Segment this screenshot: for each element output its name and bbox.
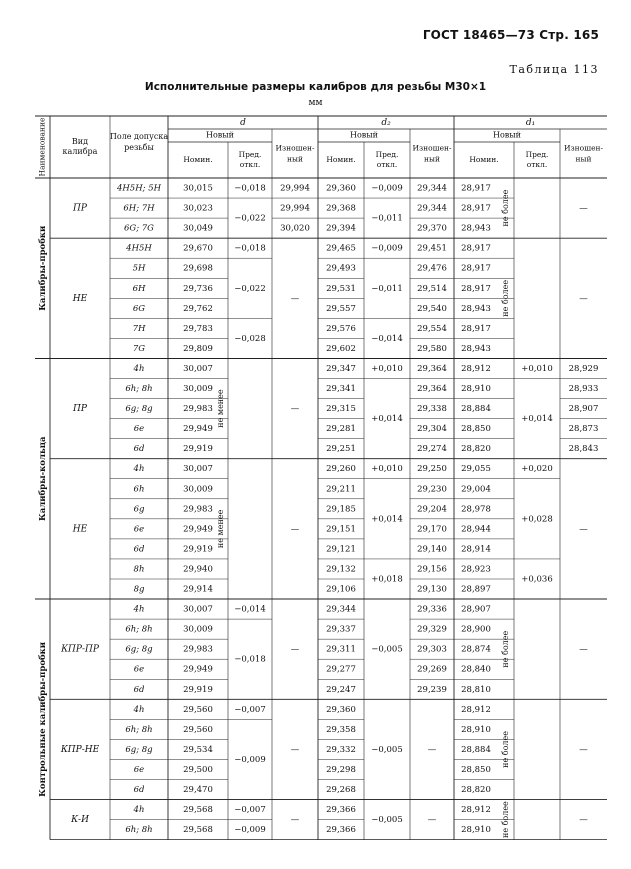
d2-dev-cell: +0,010 xyxy=(371,464,403,475)
ne-bolee-note: не более xyxy=(501,189,510,227)
d-nomin-cell: 29,762 xyxy=(183,303,213,314)
d2-worn-cell: 29,554 xyxy=(417,323,447,334)
tolerance-cell: 4h xyxy=(133,464,145,475)
d2-dev-cell: +0,014 xyxy=(371,514,403,525)
d2-nomin-cell: 29,185 xyxy=(326,504,356,515)
d2-worn-cell: 29,204 xyxy=(417,504,447,515)
d2-nomin-cell: 29,268 xyxy=(326,785,356,796)
tolerance-cell: 6d xyxy=(133,444,145,455)
d1-nomin-cell: 28,850 xyxy=(461,764,491,775)
d2-worn-cell: 29,156 xyxy=(417,564,447,575)
kind-label: К-И xyxy=(71,815,89,826)
d2-nomin-cell: 29,315 xyxy=(326,404,356,415)
d2-worn-cell: 29,170 xyxy=(417,524,447,535)
d2-nomin-cell: 29,366 xyxy=(326,825,356,836)
d2-nomin-cell: 29,341 xyxy=(326,384,356,395)
d-nomin-cell: 30,007 xyxy=(183,604,213,615)
d2-nomin-cell: 29,121 xyxy=(326,544,356,555)
group-label: Калибры-пробки xyxy=(38,225,48,311)
header-d1: d₁ xyxy=(525,118,536,128)
d2-worn-cell: — xyxy=(427,744,437,755)
d-nomin-cell: 29,983 xyxy=(183,504,213,515)
header-pred: Пред. xyxy=(238,150,262,159)
kind-label: ПР xyxy=(73,404,87,415)
d1-nomin-cell: 28,917 xyxy=(461,263,491,274)
header-pole: Поле допуска xyxy=(109,132,169,141)
d2-nomin-cell: 29,576 xyxy=(326,323,356,334)
kind-label: НЕ xyxy=(72,524,88,535)
header-iznosh: Изношен- xyxy=(275,143,315,153)
d2-nomin-cell: 29,358 xyxy=(326,724,356,735)
d1-nomin-cell: 28,978 xyxy=(461,504,491,515)
tolerance-cell: 8g xyxy=(133,584,145,595)
d2-nomin-cell: 29,337 xyxy=(326,624,356,635)
d1-nomin-cell: 28,897 xyxy=(461,584,491,595)
table-caption: Исполнительные размеры калибров для резьбы M30×1 xyxy=(144,81,487,93)
d2-dev-cell: +0,014 xyxy=(371,414,403,425)
d2-dev-cell: −0,005 xyxy=(371,644,403,655)
d2-worn-cell: 29,338 xyxy=(417,404,447,415)
d-worn-cell: 29,994 xyxy=(280,203,310,214)
d2-worn-cell: 29,364 xyxy=(417,363,447,374)
tolerance-cell: 7G xyxy=(132,343,146,354)
d-worn-cell: — xyxy=(290,524,300,535)
d1-worn-cell: 28,933 xyxy=(568,384,599,395)
d1-worn-cell: 28,929 xyxy=(568,363,599,374)
d2-worn-cell: 29,370 xyxy=(417,223,447,234)
tolerance-cell: 4h xyxy=(133,704,145,715)
group-label: Контрольные калибры-пробки xyxy=(38,641,48,797)
d1-nomin-cell: 28,820 xyxy=(461,785,491,796)
d2-worn-cell: 29,303 xyxy=(417,644,447,655)
d2-nomin-cell: 29,531 xyxy=(326,283,356,294)
header-iznosh: ный xyxy=(424,154,440,164)
d1-dev-cell: +0,028 xyxy=(521,514,553,525)
d2-nomin-cell: 29,211 xyxy=(326,484,356,495)
tolerance-cell: 6e xyxy=(133,664,145,675)
d1-dev-cell: +0,020 xyxy=(521,464,553,475)
d2-worn-cell: 29,239 xyxy=(417,684,447,695)
d2-dev-cell: −0,009 xyxy=(371,183,403,194)
d1-worn-cell: 28,843 xyxy=(568,444,599,455)
d2-nomin-cell: 29,465 xyxy=(326,243,356,254)
ne-bolee-note: не более xyxy=(501,630,510,668)
d-worn-cell: 30,020 xyxy=(280,223,310,234)
tolerance-cell: 6G xyxy=(132,303,146,314)
d-nomin-cell: 29,949 xyxy=(183,524,213,535)
d-nomin-cell: 30,007 xyxy=(183,464,213,475)
tolerance-cell: 6g; 8g xyxy=(125,744,153,755)
d-dev-cell: −0,009 xyxy=(234,825,266,836)
header-iznosh: Изношен- xyxy=(412,143,452,153)
tolerance-cell: 4H5H; 5H xyxy=(116,183,162,194)
tolerance-cell: 6h; 8h xyxy=(125,624,153,635)
d2-dev-cell: −0,005 xyxy=(371,744,403,755)
d1-worn-cell: — xyxy=(579,644,588,655)
d2-worn-cell: — xyxy=(427,815,437,826)
d-nomin-cell: 29,949 xyxy=(183,664,213,675)
tolerance-cell: 7H xyxy=(132,323,146,334)
d-nomin-cell: 30,015 xyxy=(183,183,213,194)
d1-nomin-cell: 28,884 xyxy=(461,744,491,755)
d2-worn-cell: 29,344 xyxy=(417,183,447,194)
d2-dev-cell: −0,009 xyxy=(371,243,403,254)
d1-dev-cell: +0,014 xyxy=(521,414,553,425)
unit-label: мм xyxy=(308,98,323,108)
d2-dev-cell: −0,005 xyxy=(371,815,403,826)
header-d: d xyxy=(240,118,246,128)
d-nomin-cell: 30,009 xyxy=(183,384,213,395)
d-nomin-cell: 29,560 xyxy=(183,704,213,715)
ne-menee-note: не менее xyxy=(216,389,225,428)
d1-nomin-cell: 28,917 xyxy=(461,183,491,194)
d1-worn-cell: — xyxy=(579,203,588,214)
tolerance-cell: 6g; 8g xyxy=(125,644,153,655)
d-nomin-cell: 29,736 xyxy=(183,283,213,294)
d1-worn-cell: 28,907 xyxy=(568,404,599,415)
d2-dev-cell: +0,010 xyxy=(371,363,403,374)
d1-nomin-cell: 28,912 xyxy=(461,363,491,374)
d-nomin-cell: 29,809 xyxy=(183,343,213,354)
d-nomin-cell: 30,009 xyxy=(183,484,213,495)
d2-dev-cell: +0,018 xyxy=(371,574,403,585)
d2-worn-cell: 29,269 xyxy=(417,664,447,675)
d1-nomin-cell: 28,884 xyxy=(461,404,491,415)
d-worn-cell: — xyxy=(290,293,300,304)
d1-worn-cell: 28,873 xyxy=(568,424,599,435)
d1-worn-cell: — xyxy=(579,524,588,535)
d-dev-cell: −0,007 xyxy=(234,805,266,816)
d2-worn-cell: 29,451 xyxy=(417,243,447,254)
d-worn-cell: — xyxy=(290,404,300,415)
d1-dev-cell: +0,036 xyxy=(521,574,553,585)
tolerance-cell: 6e xyxy=(133,424,145,435)
d1-nomin-cell: 28,810 xyxy=(461,684,491,695)
d2-worn-cell: 29,274 xyxy=(417,444,447,455)
d2-dev-cell: −0,014 xyxy=(371,333,403,344)
d2-worn-cell: 29,364 xyxy=(417,384,447,395)
d-nomin-cell: 29,983 xyxy=(183,404,213,415)
tolerance-cell: 4h xyxy=(133,363,145,374)
d2-nomin-cell: 29,247 xyxy=(326,684,356,695)
d-nomin-cell: 29,949 xyxy=(183,424,213,435)
d1-nomin-cell: 28,912 xyxy=(461,805,491,816)
d1-nomin-cell: 28,840 xyxy=(461,664,491,675)
tolerance-cell: 4H5H xyxy=(126,243,152,254)
tolerance-cell: 6d xyxy=(133,684,145,695)
tolerance-cell: 6e xyxy=(133,764,145,775)
d-dev-cell: −0,022 xyxy=(234,213,266,224)
d1-nomin-cell: 28,850 xyxy=(461,424,491,435)
tolerance-cell: 6h xyxy=(133,484,145,495)
header-d2: d₂ xyxy=(381,118,391,128)
d2-dev-cell: −0,011 xyxy=(371,213,403,224)
d2-nomin-cell: 29,344 xyxy=(326,604,356,615)
header-pred: откл. xyxy=(376,160,398,169)
d1-nomin-cell: 28,943 xyxy=(461,343,491,354)
d1-nomin-cell: 28,820 xyxy=(461,444,491,455)
d2-worn-cell: 29,130 xyxy=(417,584,447,595)
d1-nomin-cell: 28,923 xyxy=(461,564,491,575)
d1-nomin-cell: 28,910 xyxy=(461,724,491,735)
header-iznosh: ный xyxy=(287,154,303,164)
d-nomin-cell: 29,534 xyxy=(183,744,213,755)
d-worn-cell: — xyxy=(290,744,300,755)
tolerance-cell: 6h; 8h xyxy=(125,724,153,735)
d-nomin-cell: 29,568 xyxy=(183,805,213,816)
header-naimenovanie: Наименование xyxy=(37,117,47,177)
d2-nomin-cell: 29,311 xyxy=(326,644,356,655)
d1-nomin-cell: 28,943 xyxy=(461,223,491,234)
d2-worn-cell: 29,304 xyxy=(417,424,447,435)
d1-nomin-cell: 28,917 xyxy=(461,243,491,254)
header-pred: Пред. xyxy=(525,150,549,159)
d-nomin-cell: 29,919 xyxy=(183,444,213,455)
kind-label: ПР xyxy=(73,203,87,214)
d1-nomin-cell: 28,910 xyxy=(461,825,491,836)
kind-label: КПР-ПР xyxy=(61,644,99,655)
d1-nomin-cell: 28,917 xyxy=(461,203,491,214)
d-nomin-cell: 30,007 xyxy=(183,363,213,374)
d-nomin-cell: 29,568 xyxy=(183,825,213,836)
d2-worn-cell: 29,329 xyxy=(417,624,447,635)
d-dev-cell: −0,018 xyxy=(234,183,266,194)
d1-nomin-cell: 28,944 xyxy=(461,524,491,535)
d-dev-cell: −0,007 xyxy=(234,704,266,715)
d2-nomin-cell: 29,394 xyxy=(326,223,356,234)
d-nomin-cell: 29,560 xyxy=(183,724,213,735)
d2-nomin-cell: 29,366 xyxy=(326,805,356,816)
header-nomin: Номин. xyxy=(183,155,213,164)
d2-worn-cell: 29,540 xyxy=(417,303,447,314)
tolerance-cell: 6h; 8h xyxy=(125,384,153,395)
d2-worn-cell: 29,230 xyxy=(417,484,447,495)
d-nomin-cell: 29,983 xyxy=(183,644,213,655)
header-iznosh: Изношен- xyxy=(563,143,604,153)
d-nomin-cell: 30,009 xyxy=(183,624,213,635)
page-header: ГОСТ 18465—73 Стр. 165 xyxy=(422,28,599,42)
d2-nomin-cell: 29,347 xyxy=(326,363,356,374)
d2-nomin-cell: 29,281 xyxy=(326,424,356,435)
d2-nomin-cell: 29,106 xyxy=(326,584,356,595)
kind-label: НЕ xyxy=(72,293,88,304)
tolerance-cell: 6G; 7G xyxy=(124,223,154,234)
ne-bolee-note: не более xyxy=(501,279,510,317)
d1-nomin-cell: 28,912 xyxy=(461,704,491,715)
group-label: Калибры-кольца xyxy=(38,436,48,522)
d-nomin-cell: 29,500 xyxy=(183,764,213,775)
header-nomin: Номин. xyxy=(326,155,356,164)
d2-nomin-cell: 29,277 xyxy=(326,664,356,675)
ne-bolee-note: не более xyxy=(501,801,510,838)
header-iznosh: ный xyxy=(575,154,592,164)
d2-nomin-cell: 29,132 xyxy=(326,564,356,575)
d2-nomin-cell: 29,493 xyxy=(326,263,356,274)
header-novyi: Новый xyxy=(493,130,521,140)
d2-nomin-cell: 29,368 xyxy=(326,203,356,214)
d2-nomin-cell: 29,260 xyxy=(326,464,356,475)
header-pred: откл. xyxy=(526,160,548,169)
d-nomin-cell: 29,919 xyxy=(183,544,213,555)
d1-nomin-cell: 28,910 xyxy=(461,384,491,395)
d1-nomin-cell: 28,900 xyxy=(461,624,491,635)
header-novyi: Новый xyxy=(206,130,234,140)
d1-nomin-cell: 28,914 xyxy=(461,544,491,555)
d2-worn-cell: 29,476 xyxy=(417,263,447,274)
tolerance-cell: 6H; 7H xyxy=(123,203,155,214)
d2-worn-cell: 29,514 xyxy=(417,283,447,294)
ne-menee-note: не менее xyxy=(216,509,225,549)
tolerance-cell: 4h xyxy=(133,805,145,816)
d-dev-cell: −0,022 xyxy=(234,283,266,294)
d1-nomin-cell: 28,917 xyxy=(461,283,491,294)
d-dev-cell: −0,018 xyxy=(234,654,266,665)
d-dev-cell: −0,028 xyxy=(234,333,266,344)
header-vid: Вид xyxy=(71,137,89,146)
d-dev-cell: −0,018 xyxy=(234,243,266,254)
d-nomin-cell: 29,914 xyxy=(183,584,213,595)
d-nomin-cell: 29,670 xyxy=(183,243,213,254)
d-nomin-cell: 29,783 xyxy=(183,323,213,334)
d2-dev-cell: −0,011 xyxy=(371,283,403,294)
ne-bolee-note: не более xyxy=(501,731,510,768)
tolerance-cell: 5H xyxy=(132,263,146,274)
d1-dev-cell: +0,010 xyxy=(521,363,553,374)
header-vid: калибра xyxy=(62,147,98,156)
d-nomin-cell: 29,698 xyxy=(183,263,213,274)
tolerance-cell: 6g xyxy=(133,504,145,515)
d2-worn-cell: 29,580 xyxy=(417,343,447,354)
header-pole: резьбы xyxy=(124,143,154,152)
header-novyi: Новый xyxy=(350,130,378,140)
d2-nomin-cell: 29,251 xyxy=(326,444,356,455)
d2-worn-cell: 29,344 xyxy=(417,203,447,214)
d-nomin-cell: 29,919 xyxy=(183,684,213,695)
d2-worn-cell: 29,336 xyxy=(417,604,447,615)
tolerance-cell: 6e xyxy=(133,524,145,535)
d2-nomin-cell: 29,557 xyxy=(326,303,356,314)
d-nomin-cell: 30,049 xyxy=(183,223,213,234)
d-nomin-cell: 29,470 xyxy=(183,785,213,796)
tolerance-cell: 6h; 8h xyxy=(125,825,153,836)
d2-nomin-cell: 29,360 xyxy=(326,183,356,194)
d-dev-cell: −0,009 xyxy=(234,754,266,765)
d-nomin-cell: 29,940 xyxy=(183,564,213,575)
d2-nomin-cell: 29,332 xyxy=(326,744,356,755)
d2-nomin-cell: 29,602 xyxy=(326,343,356,354)
d2-nomin-cell: 29,151 xyxy=(326,524,356,535)
d1-worn-cell: — xyxy=(579,815,588,826)
d1-worn-cell: — xyxy=(579,293,588,304)
table-number: Таблица 113 xyxy=(509,63,599,76)
d1-nomin-cell: 29,004 xyxy=(461,484,491,495)
header-pred: откл. xyxy=(239,160,261,169)
d1-nomin-cell: 28,874 xyxy=(461,644,491,655)
d1-nomin-cell: 29,055 xyxy=(461,464,491,475)
header-pred: Пред. xyxy=(375,150,399,159)
d1-nomin-cell: 28,943 xyxy=(461,303,491,314)
tolerance-cell: 6g; 8g xyxy=(125,404,153,415)
d2-nomin-cell: 29,298 xyxy=(326,764,356,775)
tolerance-cell: 6d xyxy=(133,544,145,555)
d-nomin-cell: 30,023 xyxy=(183,203,213,214)
d1-nomin-cell: 28,907 xyxy=(461,604,491,615)
tolerance-cell: 4h xyxy=(133,604,145,615)
d2-nomin-cell: 29,360 xyxy=(326,704,356,715)
d-dev-cell: −0,014 xyxy=(234,604,266,615)
d-worn-cell: — xyxy=(290,644,300,655)
d1-nomin-cell: 28,917 xyxy=(461,323,491,334)
d-worn-cell: — xyxy=(290,815,300,826)
d2-worn-cell: 29,140 xyxy=(417,544,447,555)
tolerance-cell: 6H xyxy=(132,283,146,294)
kind-label: КПР-НЕ xyxy=(60,744,100,755)
tolerance-cell: 6d xyxy=(133,785,145,796)
header-nomin: Номин. xyxy=(469,155,499,164)
d-worn-cell: 29,994 xyxy=(280,183,310,194)
d2-worn-cell: 29,250 xyxy=(417,464,447,475)
d1-worn-cell: — xyxy=(579,744,588,755)
tolerance-cell: 8h xyxy=(133,564,145,575)
